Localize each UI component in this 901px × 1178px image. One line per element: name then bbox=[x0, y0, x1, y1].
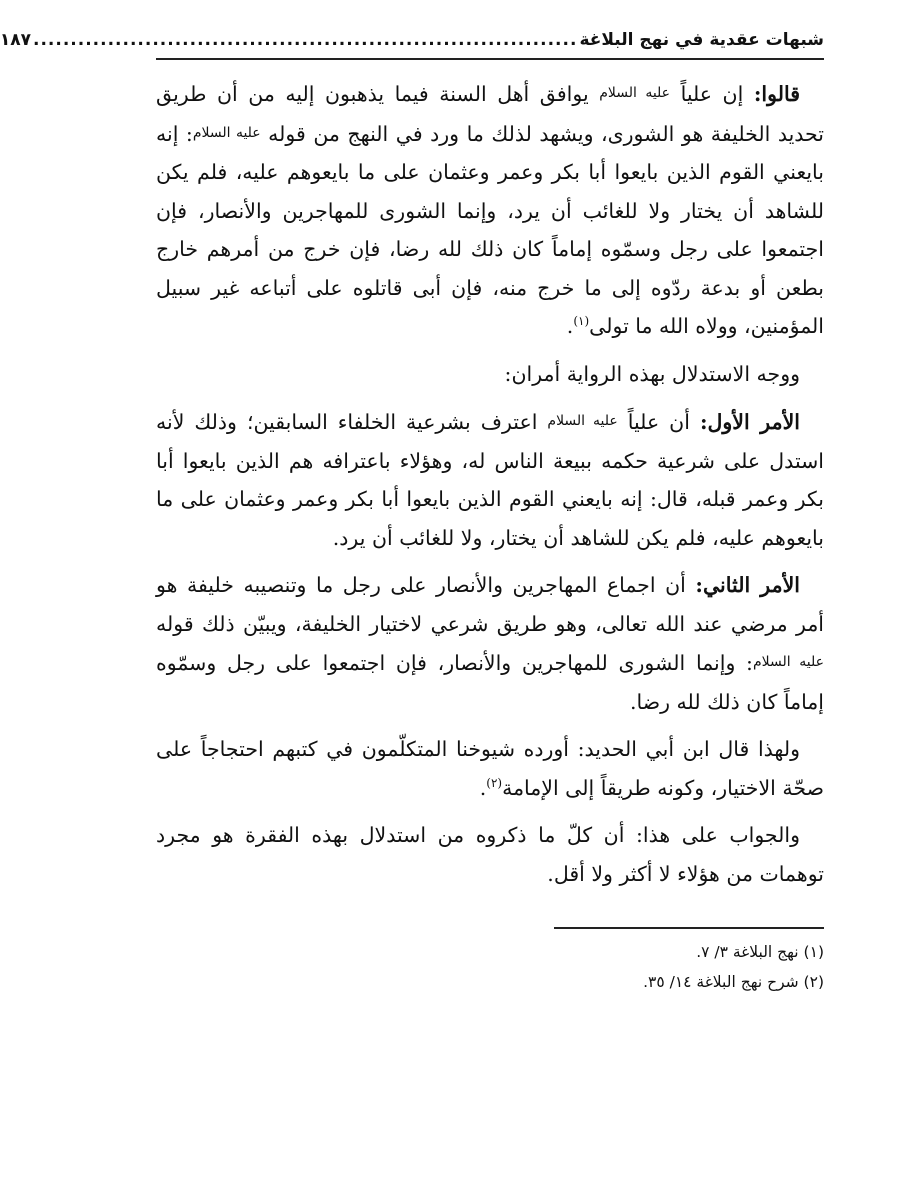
paragraph-argument-intro: ووجه الاستدلال بهذه الرواية أمران: bbox=[504, 361, 800, 386]
text-run: : إنه بايعني القوم الذين بايعوا أبا بكر وعمر وعثمان على ما بايعوهم عليه، فلم يكن للشاهد أن يختار ولا للغائب أن يرد، وإنما الشورى للمهاجرين والأنصار، فإن اجتمعوا على رجل وسمّوه إماماً كان ذلك لله رضا، فإن خرج من أمرهم خارج بطعن أو بدعة ردّوه إلى ما خرج منه، فإن أبى قاتلوه على أتباعه غير سبيل المؤمنين، وولاه الله ما تولى bbox=[156, 121, 824, 338]
honorific-symbol: عليه السلام bbox=[752, 654, 824, 670]
text-run: أن علياً bbox=[617, 410, 700, 434]
paragraph-claim bbox=[156, 74, 824, 346]
header-leader-dots: ......................................................................... bbox=[33, 30, 578, 50]
text-run: : وإنما الشورى للمهاجرين والأنصار، فإن اجتمعوا على رجل وسمّوه إماماً كان ذلك لله رضا. bbox=[156, 651, 824, 714]
text-run: يوافق أهل السنة فيما يذهبون إليه من أن طريق تحديد الخليفة هو الشورى، ويشهد لذلك ما ورد في النهج من قوله bbox=[156, 82, 824, 146]
footnotes bbox=[156, 937, 824, 997]
honorific-symbol: عليه السلام bbox=[599, 85, 671, 101]
paragraph-second-matter bbox=[156, 566, 824, 721]
honorific-symbol: عليه السلام bbox=[192, 124, 261, 141]
main-text bbox=[156, 74, 824, 893]
text-run: ولهذا قال ابن أبي الحديد: أورده شيوخنا المتكلّمون في كتبهم احتجاجاً على صحّة الاختيار، وكونه طريقاً إلى الإمامة bbox=[156, 737, 824, 800]
running-header bbox=[0, 28, 824, 60]
paragraph-ibn-abi-al-hadid bbox=[156, 730, 824, 807]
header-title: شبهات عقدية في نهج البلاغة bbox=[579, 30, 824, 50]
paragraph-lead: قالوا: bbox=[753, 82, 800, 106]
text-run: . bbox=[566, 314, 574, 338]
text-run: إن علياً bbox=[670, 82, 754, 106]
text-run: اعترف بشرعية الخلفاء السابقين؛ وذلك لأنه استدل على شرعية حكمه ببيعة الناس له، وهؤلاء باعترافه هم الذين بايعوا أبا بكر وعمر قبله، قال: إنه بايعني القوم الذين بايعوا أبا بكر وعمر وعثمان على ما بايعوهم عليه، فلم يكن للشاهد أن يختار، ولا للغائب أن يرد. bbox=[156, 410, 824, 550]
footnote-divider bbox=[554, 927, 824, 929]
text-run: . bbox=[479, 775, 487, 800]
footnote-1: (١) نهج البلاغة ٣/ ٧. bbox=[696, 943, 824, 961]
footnote-ref-2[interactable]: (٢) bbox=[486, 775, 503, 790]
honorific-symbol: عليه السلام bbox=[547, 413, 618, 429]
footnote-ref-1[interactable]: (١) bbox=[573, 314, 590, 328]
paragraph-first-matter bbox=[156, 402, 824, 557]
page-number: ١٨٧ bbox=[0, 30, 31, 50]
paragraph-answer: والجواب على هذا: أن كلّ ما ذكروه من استدلال بهذه الفقرة هو مجرد توهمات من هؤلاء لا أكثر ولا أقل. bbox=[156, 823, 824, 886]
book-page bbox=[0, 28, 824, 997]
text-run: أن اجماع المهاجرين والأنصار على رجل ما وتنصيبه خليفة هو أمر مرضي عند الله تعالى، وهو طريق شرعي لاختيار الخليفة، ويبيّن ذلك قوله bbox=[156, 573, 824, 636]
footnote-2: (٢) شرح نهج البلاغة ١٤/ ٣٥. bbox=[643, 973, 824, 991]
paragraph-lead: الأمر الثاني: bbox=[695, 573, 800, 597]
paragraph-lead: الأمر الأول: bbox=[699, 410, 800, 434]
